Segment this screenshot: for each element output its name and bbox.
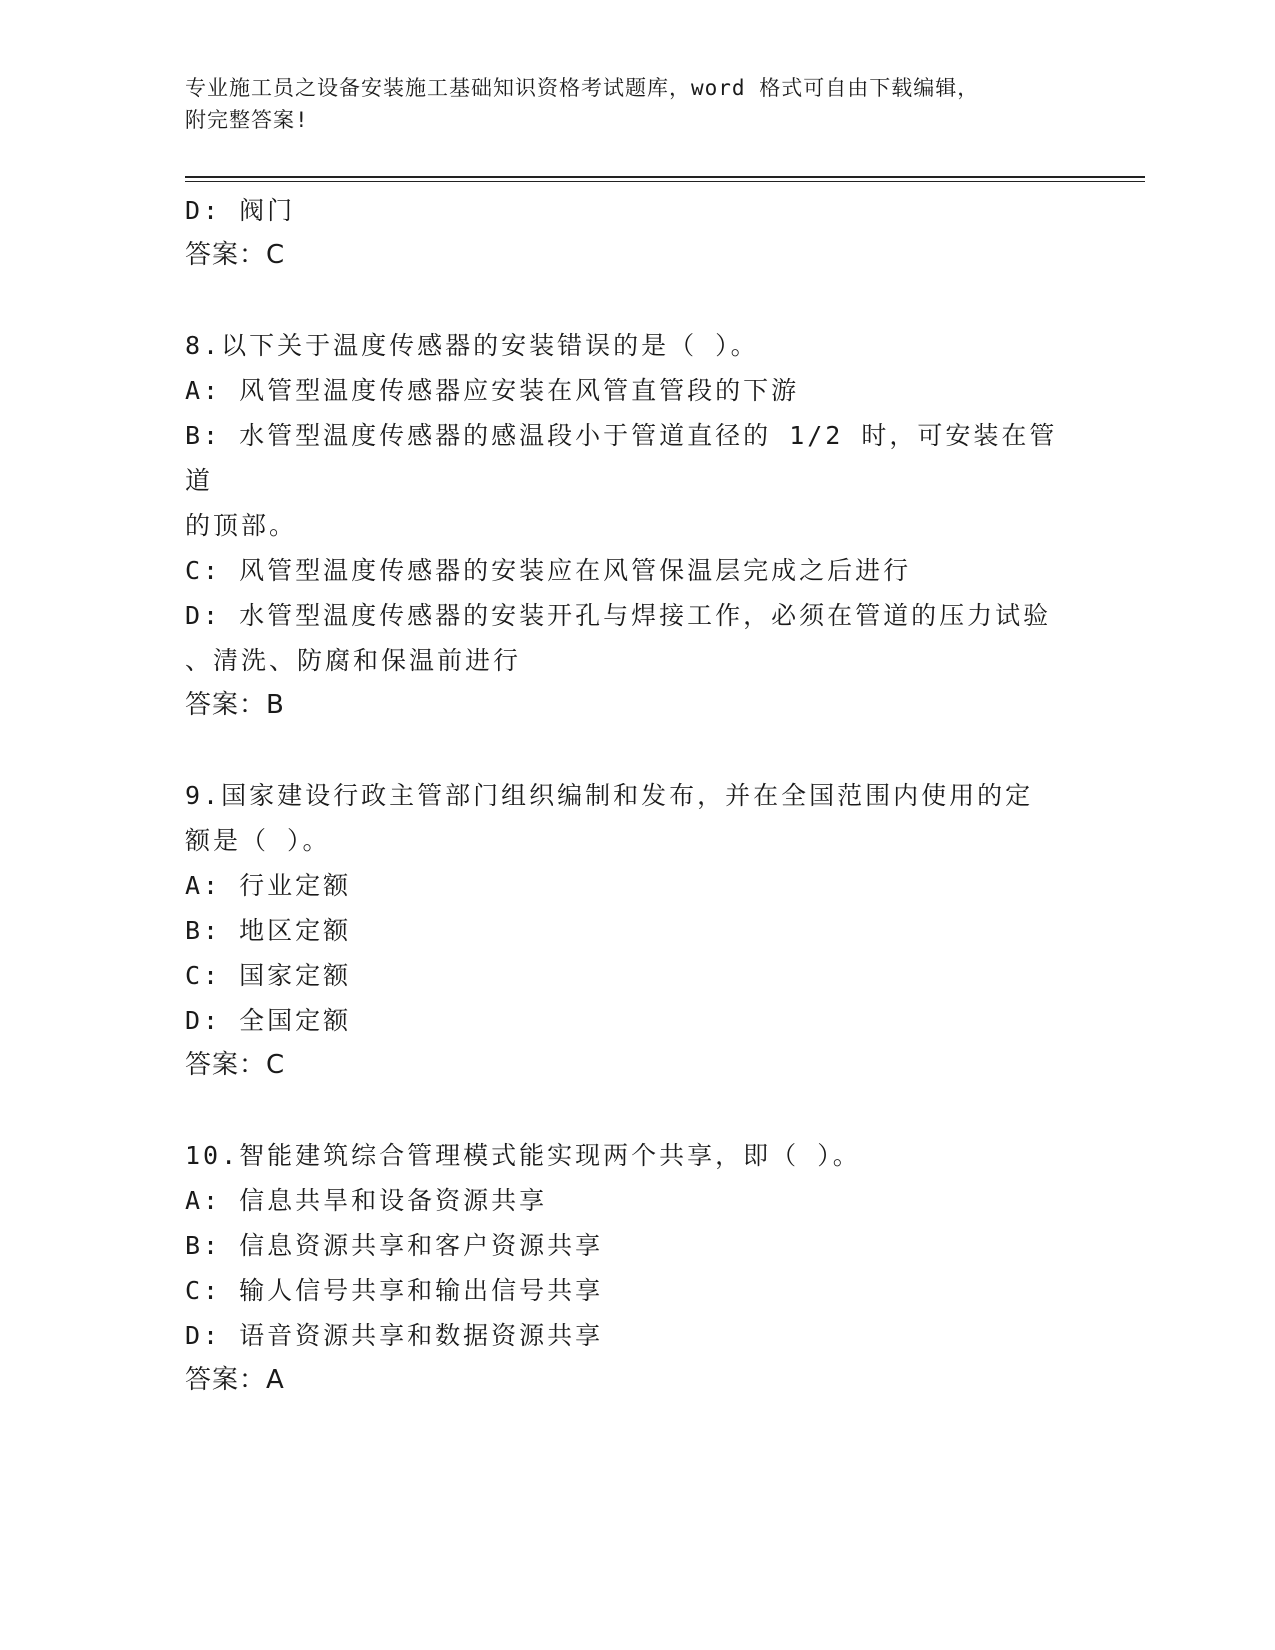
option-a: A: 风管型温度传感器应安装在风管直管段的下游 bbox=[185, 376, 800, 405]
question-9 bbox=[185, 773, 1065, 1088]
option-b: B: 水管型温度传感器的感温段小于管道直径的 1/2 时，可安装在管道 bbox=[185, 421, 1058, 495]
answer: 答案：A bbox=[185, 1365, 285, 1395]
question-stem-continued: 额是（ ）。 bbox=[185, 826, 331, 855]
option-d: D: 阀门 bbox=[185, 196, 296, 225]
spacer bbox=[185, 278, 1065, 323]
header-divider-thick bbox=[185, 176, 1145, 178]
question-content bbox=[185, 188, 1065, 1403]
question-10 bbox=[185, 1133, 1065, 1403]
option-c: C: 输人信号共享和输出信号共享 bbox=[185, 1276, 604, 1305]
question-stem: 8.以下关于温度传感器的安装错误的是（ ）。 bbox=[185, 331, 759, 360]
option-a: A: 信息共旱和设备资源共享 bbox=[185, 1186, 548, 1215]
document-header bbox=[185, 72, 1065, 136]
option-d: D: 全国定额 bbox=[185, 1006, 352, 1035]
question-stem: 9.国家建设行政主管部门组织编制和发布，并在全国范围内使用的定 bbox=[185, 781, 1034, 810]
previous-question-tail bbox=[185, 188, 1065, 278]
option-d-continued: 、清洗、防腐和保温前进行 bbox=[185, 646, 522, 675]
option-c: C: 国家定额 bbox=[185, 961, 352, 990]
option-b: B: 地区定额 bbox=[185, 916, 352, 945]
option-d: D: 水管型温度传感器的安装开孔与焊接工作，必须在管道的压力试验 bbox=[185, 601, 1052, 630]
spacer bbox=[185, 728, 1065, 773]
header-line-2: 附完整答案! bbox=[185, 108, 309, 132]
option-d: D: 语音资源共享和数据资源共享 bbox=[185, 1321, 604, 1350]
header-divider-thin bbox=[185, 181, 1145, 182]
option-a: A: 行业定额 bbox=[185, 871, 352, 900]
answer: 答案：C bbox=[185, 240, 286, 270]
header-line-1: 专业施工员之设备安装施工基础知识资格考试题库，word 格式可自由下载编辑， bbox=[185, 76, 980, 100]
question-8 bbox=[185, 323, 1065, 728]
option-b: B: 信息资源共享和客户资源共享 bbox=[185, 1231, 604, 1260]
question-stem: 10.智能建筑综合管理模式能实现两个共享，即（ ）。 bbox=[185, 1141, 861, 1170]
option-b-continued: 的顶部。 bbox=[185, 511, 298, 540]
option-c: C: 风管型温度传感器的安装应在风管保温层完成之后进行 bbox=[185, 556, 912, 585]
spacer bbox=[185, 1088, 1065, 1133]
answer: 答案：C bbox=[185, 1050, 286, 1080]
answer: 答案：B bbox=[185, 690, 285, 720]
